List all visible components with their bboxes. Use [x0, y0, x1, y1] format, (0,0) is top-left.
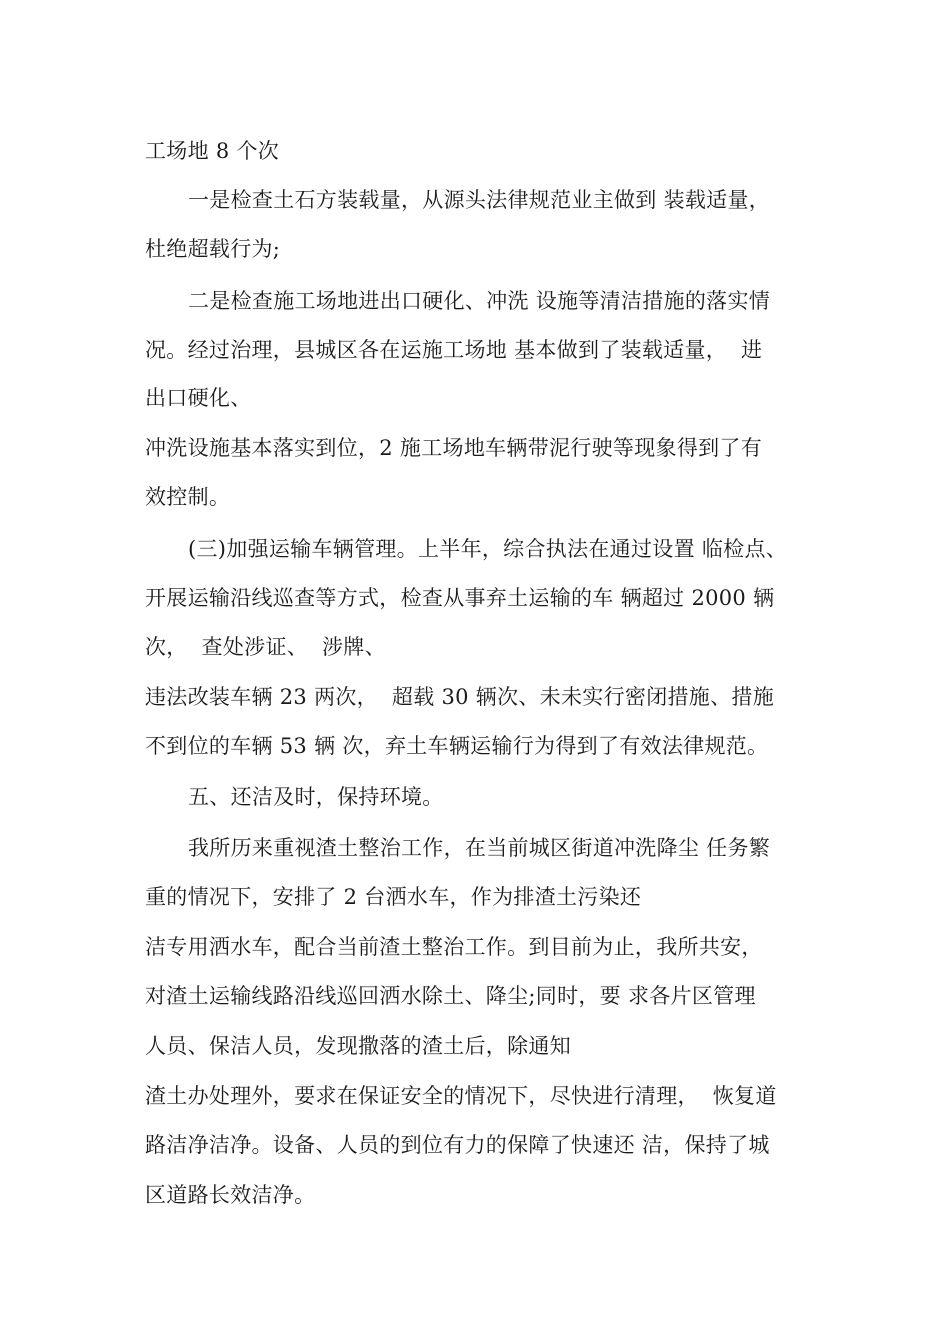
text-line: 不到位的车辆 53 辆 次，弃土车辆运输行为得到了有效法律规范。 — [145, 734, 769, 758]
text-line: 开展运输沿线巡查等方式，检查从事弃土运输的车 辆超过 2000 辆 — [145, 586, 775, 610]
text-line: 洁专用洒水车，配合当前渣土整治工作。到目前为止，我所共安， — [145, 935, 763, 959]
text-line: 五、还洁及时，保持环境。 — [188, 785, 444, 809]
text-line: 我所历来重视渣土整治工作，在当前城区街道冲洗降尘 任务繁 — [188, 836, 771, 860]
text-line: 效控制。 — [145, 485, 231, 509]
text-line: 况。经过治理，县城区各在运施工场地 基本做到了装载适量， 进 — [145, 338, 763, 362]
text-line: 渣土办处理外，要求在保证安全的情况下，尽快进行清理， 恢复道 — [145, 1084, 777, 1108]
text-line: 一是检查土石方装载量，从源头法律规范业主做到 装载适量， — [188, 188, 771, 212]
text-line: (三)加强运输车辆管理。上半年，综合执法在通过设置 临检点、 — [188, 537, 788, 561]
text-line: 重的情况下，安排了 2 台洒水车，作为排渣土污染还 — [145, 885, 642, 909]
text-line: 人员、保洁人员，发现撒落的渣土后，除通知 — [145, 1034, 571, 1058]
text-line: 冲洗设施基本落实到位，2 施工场地车辆带泥行驶等现象得到了有 — [145, 436, 763, 460]
text-line: 二是检查施工场地进出口硬化、冲洗 设施等清洁措施的落实情 — [188, 289, 771, 313]
text-line: 次， 查处涉证、 涉牌、 — [145, 635, 386, 659]
text-line: 工场地 8 个次 — [145, 139, 280, 163]
text-line: 违法改装车辆 23 两次， 超载 30 辆次、未未实行密闭措施、措施 — [145, 685, 774, 709]
text-line: 对渣土运输线路沿线巡回洒水除土、降尘;同时，要 求各片区管理 — [145, 984, 756, 1008]
text-line: 路洁净洁净。设备、人员的到位有力的保障了快速还 洁，保持了城 — [145, 1133, 770, 1157]
text-line: 出口硬化、 — [145, 386, 252, 410]
text-line: 杜绝超载行为; — [145, 237, 281, 261]
text-line: 区道路长效洁净。 — [145, 1183, 316, 1207]
